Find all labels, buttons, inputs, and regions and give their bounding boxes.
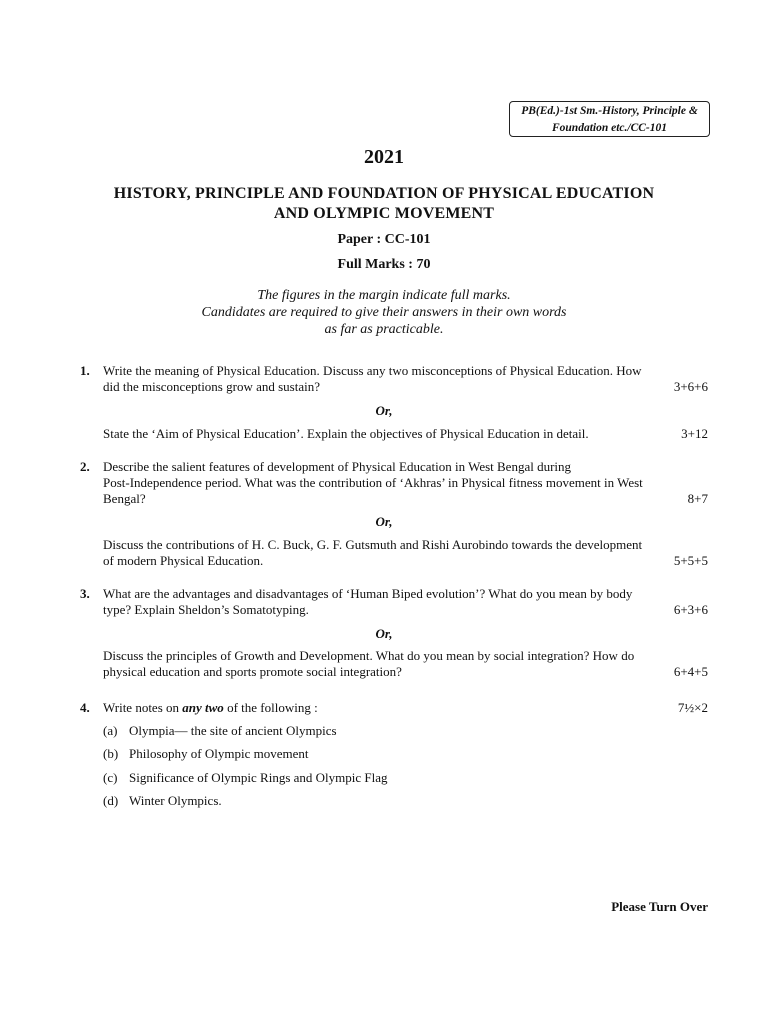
sub-question-d: [103, 793, 222, 809]
sub-question-label: (b): [103, 746, 119, 761]
sub-question-c: [103, 770, 388, 786]
question-line: Discuss the principles of Growth and Development. What do you mean by social integration? How do: [103, 648, 635, 663]
paper-title: [0, 184, 768, 224]
question-line: Describe the salient features of development of Physical Education in West Bengal during: [103, 459, 572, 474]
question-line: What are the advantages and disadvantages of ‘Human Biped evolution’? What do you mean by body: [103, 586, 633, 601]
sub-question-label: (a): [103, 723, 118, 738]
marks-allocation: 6+4+5: [673, 664, 708, 679]
question-text: [103, 426, 708, 442]
instruction-line3: as far as practicable.: [324, 322, 444, 337]
paper-number: Paper : CC-101: [337, 232, 431, 247]
sub-question-label: (d): [103, 793, 119, 808]
marks-allocation: 5+5+5: [673, 553, 708, 568]
question-line: State the ‘Aim of Physical Education’. Explain the objectives of Physical Education in detail.: [103, 426, 589, 441]
question-line: type? Explain Sheldon’s Somatotyping.: [103, 602, 309, 617]
paper-code-line1: PB(Ed.)-1st Sm.-History, Principle &: [521, 105, 698, 117]
marks-allocation: 8+7: [687, 491, 708, 506]
instruction-line2: Candidates are required to give their answers in their own words: [201, 305, 567, 320]
paper-title-line2: AND OLYMPIC MOVEMENT: [273, 205, 495, 222]
sub-question-text: Winter Olympics.: [129, 793, 222, 808]
question-text: [103, 700, 708, 716]
paper-code-box: [509, 101, 710, 137]
question-line: Write the meaning of Physical Education. Discuss any two misconceptions of Physical Education. How: [103, 363, 642, 378]
please-turn-over: Please Turn Over: [611, 899, 708, 914]
question-text: [103, 363, 708, 395]
instruction-line1: The figures in the margin indicate full marks.: [257, 288, 511, 303]
sub-question-a: [103, 723, 337, 739]
question-line: of modern Physical Education.: [103, 553, 264, 568]
marks-allocation: 7½×2: [677, 700, 708, 715]
full-marks: Full Marks : 70: [337, 257, 431, 272]
question-text: [103, 537, 708, 569]
marks-allocation: 3+6+6: [673, 379, 708, 394]
question-line: Discuss the contributions of H. C. Buck, G. F. Gutsmuth and Rishi Aurobindo towards the development: [103, 537, 643, 552]
sub-question-label: (c): [103, 770, 118, 785]
question-line: did the misconceptions grow and sustain?: [103, 379, 320, 394]
or-separator: Or,: [375, 403, 393, 418]
question-intro: Write notes on: [103, 700, 183, 715]
question-line: Bengal?: [103, 491, 146, 506]
question-number: 4.: [80, 700, 90, 715]
question-intro-emphasis: any two: [182, 700, 224, 715]
paper-code-line2: Foundation etc./CC-101: [551, 122, 668, 134]
sub-question-b: [103, 746, 308, 762]
or-separator: Or,: [375, 514, 393, 529]
question-text: [103, 648, 708, 680]
marks-allocation: 3+12: [681, 426, 708, 441]
question-text: [103, 586, 708, 618]
question-text: [103, 459, 708, 507]
instructions: [0, 287, 768, 338]
sub-question-text: Olympia— the site of ancient Olympics: [129, 723, 337, 738]
exam-year: 2021: [364, 146, 404, 168]
question-intro-tail: of the following :: [223, 700, 318, 715]
paper-title-line1: HISTORY, PRINCIPLE AND FOUNDATION OF PHYSICAL EDUCATION: [113, 185, 655, 202]
question-line: Post-Independence period. What was the contribution of ‘Akhras’ in Physical fitness movement in West: [103, 475, 643, 490]
sub-question-text: Philosophy of Olympic movement: [129, 746, 309, 761]
question-number: 3.: [80, 586, 90, 601]
question-number: 2.: [80, 459, 90, 474]
sub-question-text: Significance of Olympic Rings and Olympic Flag: [129, 770, 388, 785]
question-number: 1.: [80, 363, 90, 378]
marks-allocation: 6+3+6: [673, 602, 708, 617]
question-line: physical education and sports promote social integration?: [103, 664, 402, 679]
or-separator: Or,: [375, 626, 393, 641]
